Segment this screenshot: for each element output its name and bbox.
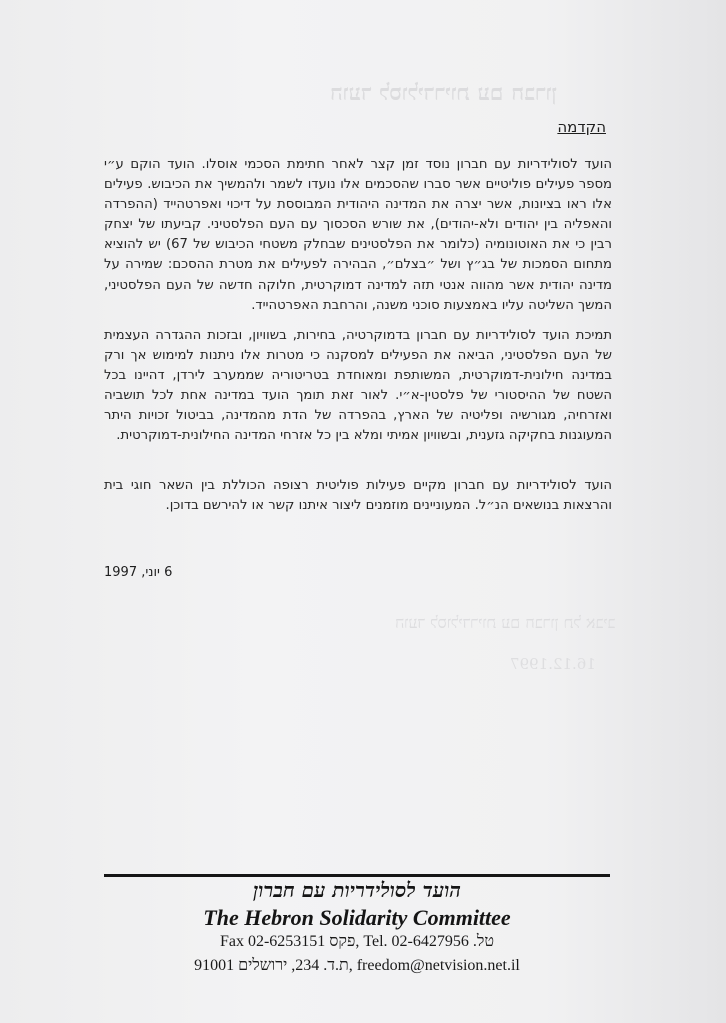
paragraph-history: הועד לסולידריות עם חברון נוסד זמן קצר לאחר חתימת הסכמי אוסלו. הועד הוקם ע״י מספר פעילים פוליטיים אשר סברו שהסכמים אלו נועדו לשמר ולהמשיך את הכיבוש. פעילים אלו ראו בציונות, אשר יצרה את המדינה היהודית המבוססת על דיכוי ואפרטהייד (ההפרדה והאפליה בין יהודים ולא-יהודים), את שורש הסכסוך עם העם הפלסטיני. קביעתו של יצחק רבין כי את האוטונומיה (כלומר את הפלסטינים שבחלק משטחי הכיבוש של 67) יש להוציא מתחום הסמכות של בג״ץ ושל ״בצלם״, הבהירה לפעילים את מטרת ההסכם: שמירה על מדינה יהודית אשר מהווה אנטי תזה למדינה דמוקרטית, חלוקה חדשה של העם הפלסטיני, המשך השליטה עליו באמצעות סוכני משנה, והרחבת האפרטהייד. [104, 157, 612, 313]
footer-email-address: freedom@netvision.net.il ,ת.ד. 234, ירושלים 91001 [194, 957, 520, 974]
paragraph-positions: תמיכת הועד לסולידריות עם חברון בדמוקרטיה, בחירות, בשוויון, ובזכות ההגדרה העצמית של העם הפלסטיני, הביאה את הפעילים למסקנה כי מטרות אלו ניתנות למימוש אך ורק במדינה חילונית-דמוקרטית, המשותפת ומאוחדת בטריטוריה שממערב לירדן, דהיינו בכל השטח של ההיסטורי של פלסטין-א״י. לאור זאת תומך הועד במדינה אחת לכל תושביה ואזרחיה, מגורשיה ופליטיה של הארץ, בהפרדה של הדת מהמדינה, בביטול זכויות היתר המעוגנות בחקיקה גזענית, ובשוויון אמיתי ומלא בין כל אזרחי המדינה החילונית-דמוקרטית. [104, 328, 612, 444]
footer-divider [104, 874, 610, 877]
footer-org-name-hebrew: הועד לסולידריות עם חברון [253, 878, 461, 902]
show-through-line: הועד לסולידריות עם חברון תל אביב [395, 613, 616, 632]
page-heading: הקדמה [557, 118, 606, 136]
footer-org-name-english: The Hebron Solidarity Committee [203, 905, 511, 930]
show-through-title: הועד לסולידריות עם חברון [330, 80, 557, 106]
show-through-line: 16.12.1997 [510, 655, 596, 673]
document-date: 6 יוני, 1997 [104, 565, 173, 580]
paragraph-activities: הועד לסולידריות עם חברון מקיים פעילות פוליטית רצופה הכוללת בין השאר חוגי בית והרצאות בנושאים הנ״ל. המעוניינים מוזמנים ליצור איתנו קשר או להירשם בדוכן. [104, 478, 612, 514]
footer-phone-fax: טל. Tel. 02-6427956 ,פקס Fax 02-6253151 [219, 933, 495, 950]
